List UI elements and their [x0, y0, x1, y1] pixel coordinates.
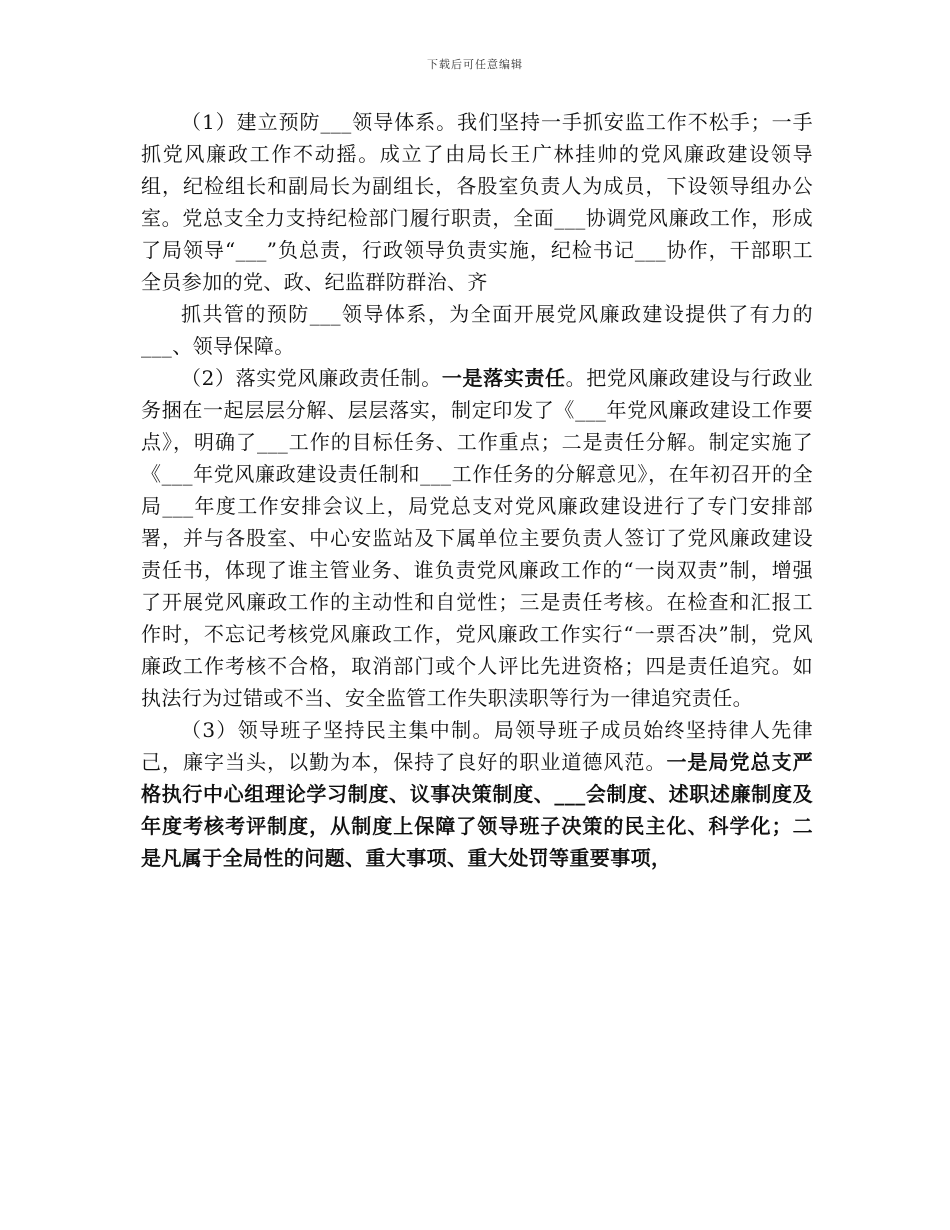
paragraph-3-text-a: （2）落实党风廉政责任制。 [181, 366, 442, 390]
paragraph-1-text: （1）建立预防___领导体系。我们坚持一手抓安监工作不松手；一手抓党风廉政工作不动摇。成立了由局长王广林挂帅的党风廉政建设领导组，纪检组长和副局长为副组长，各股室负责人为成员，下设领导组办公室。党总支全力支持纪检部门履行职责，全面___协调党风廉政工作，形成了局领导“___”负总责，行政领导负责实施，纪检书记___协作，干部职工全员参加的党、政、纪监群防群治、齐 [141, 110, 813, 294]
paragraph-4-bold-text: 一是局党总支严格执行中心组理论学习制度、议事决策制度、___会制度、述职述廉制度及年度考核考评制度，从制度上保障了领导班子决策的民主化、科学化；二是凡属于全局性的问题、重大事项、重大处罚等重要事项， [141, 750, 813, 870]
document-body [141, 106, 813, 874]
paragraph-3-bold-phrase: 一是落实责任 [441, 366, 566, 390]
paragraph-4 [141, 714, 813, 874]
page-header: 下载后可任意编辑 [427, 58, 523, 71]
paragraph-2 [141, 298, 813, 362]
paragraph-4-text-a: （3）领导班子坚持民主集中制。局领导班子成员始终坚持律人先律己，廉字当头，以勤为本，保持了良好的职业道德风范。 [141, 718, 813, 774]
paragraph-3-text-b: 。把党风廉政建设与行政业务捆在一起层层分解、层层落实，制定印发了《___年党风廉政建设工作要点》，明确了___工作的目标任务、工作重点；二是责任分解。制定实施了《___年党风廉政建设责任制和___工作任务的分解意见》，在年初召开的全局___年度工作安排会议上，局党总支对党风廉政建设进行了专门安排部署，并与各股室、中心安监站及下属单位主要负责人签订了党风廉政建设责任书，体现了谁主管业务、谁负责党风廉政工作的“一岗双责”制，增强了开展党风廉政工作的主动性和自觉性；三是责任考核。在检查和汇报工作时，不忘记考核党风廉政工作，党风廉政工作实行“一票否决”制，党风廉政工作考核不合格，取消部门或个人评比先进资格；四是责任追究。如执法行为过错或不当、安全监管工作失职渎职等行为一律追究责任。 [141, 366, 813, 710]
paragraph-2-text: 抓共管的预防___领导体系，为全面开展党风廉政建设提供了有力的___、领导保障。 [141, 302, 813, 358]
paragraph-1 [141, 106, 813, 298]
paragraph-3 [141, 362, 813, 714]
